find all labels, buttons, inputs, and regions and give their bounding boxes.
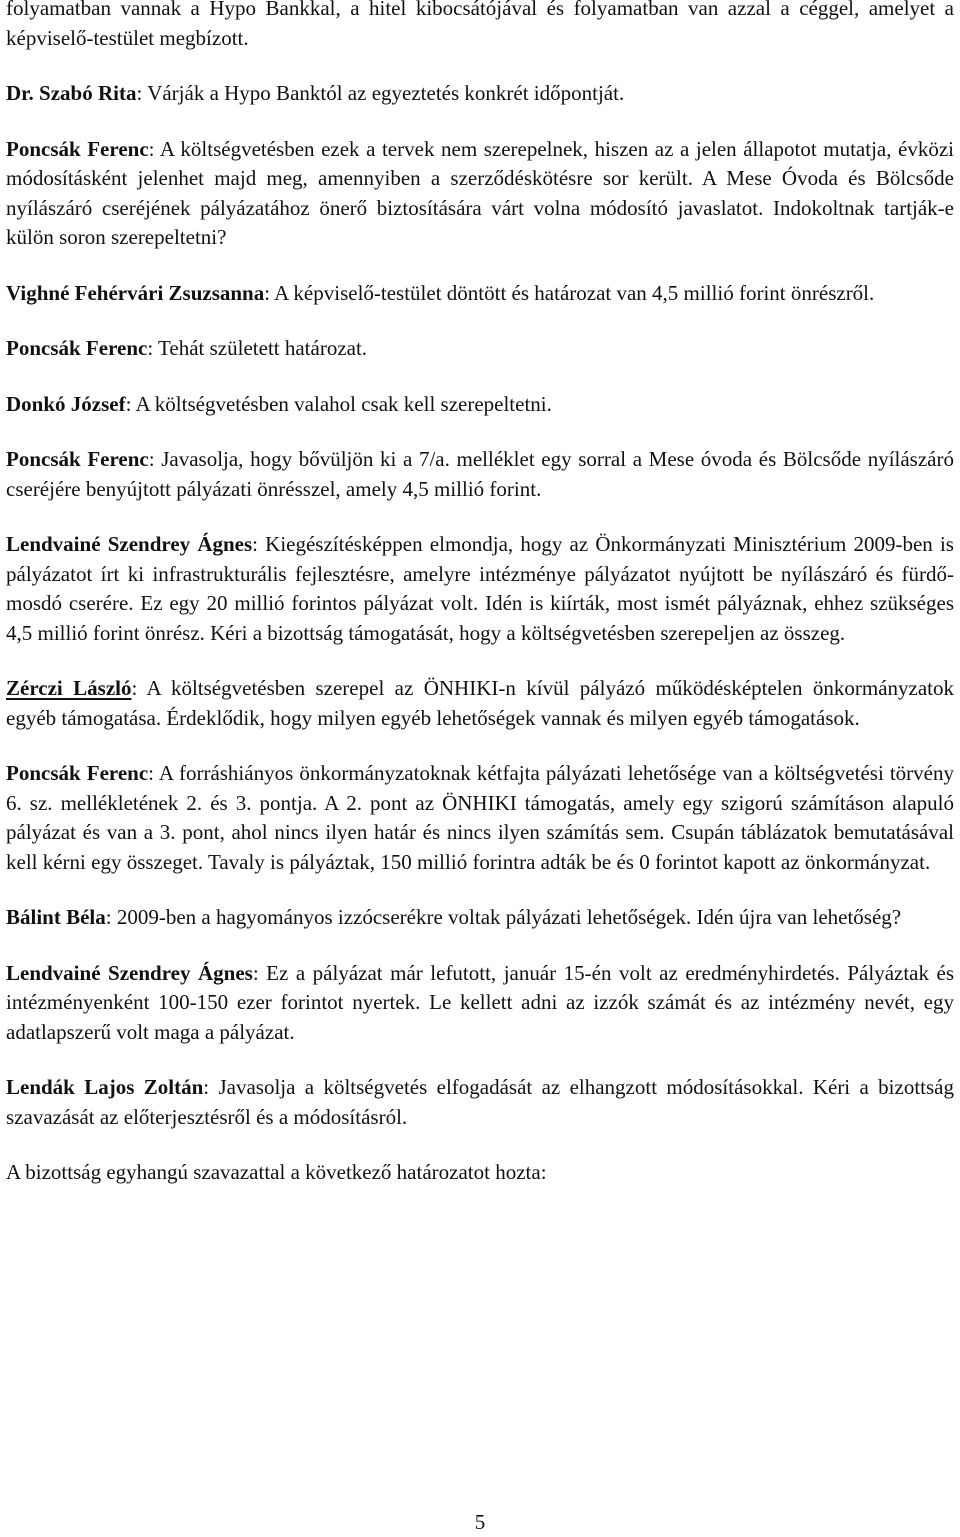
paragraph-text: : A forráshiányos önkormányzatoknak kétfajta pályázati lehetősége van a költségvetési törvény 6. sz. mellékletének 2. és 3. pontja. A 2. pont az ÖNHIKI támogatás, amely egy szigorú számításon alapuló pályázat és van a 3. pont, ahol nincs ilyen határ és nincs ilyen számítás sem. Csupán táblázatok bemutatásával kell kérni egy összeget. Tavaly is pályáztak, 150 millió forintra adták be és 0 forintot kapott az önkormányzat.: [6, 761, 955, 874]
paragraph-vighne-fehervari: [6, 279, 954, 309]
paragraph-donko-jozsef: [6, 390, 954, 420]
paragraph-poncsak-ferenc-1: [6, 135, 954, 253]
speaker-name: Poncsák Ferenc: [6, 761, 149, 785]
paragraph-poncsak-ferenc-3: [6, 445, 954, 504]
speaker-name: Poncsák Ferenc: [6, 336, 148, 360]
paragraph-text: : Ez a pályázat már lefutott, január 15-én volt az eredményhirdetés. Pályáztak és intézményenként 100-150 ezer forintot nyertek. Le kellett adni az izzók számát és az intézmény nevét, egy adatlapszerű volt maga a pályázat.: [6, 960, 954, 1044]
speaker-name: Lendák Lajos Zoltán: [6, 1075, 204, 1099]
paragraph-szabo-rita: [6, 79, 954, 109]
speaker-name: Lendvainé Szendrey Ágnes: [6, 960, 253, 985]
paragraph-lendvaine-szendrey-2: [6, 959, 954, 1048]
paragraph-text: : Tehát született határozat.: [147, 336, 368, 360]
speaker-name: Poncsák Ferenc: [6, 447, 149, 471]
paragraph-lendak-lajos-zoltan: [6, 1073, 954, 1132]
paragraph-text: : Kiegészítésképpen elmondja, hogy az Önkormányzati Minisztérium 2009-ben is pályázatot írt ki infrastrukturális fejlesztésre, amelyre intézménye pályázatot nyújtott be nyílászáró és fürdő-mosdó cserére. Ez egy 20 millió forintos pályázat volt. Idén is kiírták, most ismét pályáznak, ehhez szükséges 4,5 millió forint önrész. Kéri a bizottság támogatását, hogy a költségvetésben szerepeljen az összeg.: [6, 532, 954, 645]
speaker-name: Zérczi László: [6, 676, 132, 700]
paragraph-text: : A költségvetésben valahol csak kell szerepeltetni.: [125, 391, 552, 416]
speaker-name: Bálint Béla: [6, 905, 106, 929]
paragraph-text: : Javasolja a költségvetés elfogadását az elhangzott módosításokkal. Kéri a bizottság szavazását az előterjesztésről és a módosításról.: [6, 1075, 954, 1129]
speaker-name: Dr. Szabó Rita: [6, 81, 137, 105]
paragraph-zerczi-laszlo: [6, 674, 954, 733]
paragraph-poncsak-ferenc-2: [6, 334, 954, 364]
paragraph-text: : 2009-ben a hagyományos izzócserékre voltak pályázati lehetőségek. Idén újra van lehetőség?: [105, 905, 902, 929]
paragraph-resolution-intro: [6, 1158, 954, 1188]
paragraph-text: A bizottság egyhangú szavazattal a következő határozatot hozta:: [6, 1160, 547, 1184]
paragraph-text: folyamatban vannak a Hypo Bankkal, a hitel kibocsátójával és folyamatban van azzal a céggel, amelyet a képviselő-testület megbízott.: [6, 0, 954, 50]
speaker-name: Donkó József: [6, 391, 126, 416]
paragraph-text: : A költségvetésben ezek a tervek nem szerepelnek, hiszen az a jelen állapotot mutatja, évközi módosításként jelenhet majd meg, amennyiben a szerződéskötésre sor került. A Mese Óvoda és Bölcsőde nyílászáró cseréjének pályázatához önerő biztosítására várt volna módosító javaslatot. Indokoltnak tartják-e külön soron szerepeltetni?: [6, 136, 954, 249]
paragraph-lendvaine-szendrey-1: [6, 530, 954, 648]
speaker-name: Lendvainé Szendrey Ágnes: [6, 532, 253, 556]
paragraph-text: : A képviselő-testület döntött és határozat van 4,5 millió forint önrészről.: [264, 280, 875, 305]
paragraph-poncsak-ferenc-4: [6, 759, 954, 877]
paragraph-text: : Javasolja, hogy bővüljön ki a 7/a. melléklet egy sorral a Mese óvoda és Bölcsőde nyílászáró cseréjére benyújtott pályázati önrésszel, amely 4,5 millió forint.: [6, 447, 954, 501]
speaker-name: Vighné Fehérvári Zsuzsanna: [6, 280, 265, 305]
speaker-name: Poncsák Ferenc: [6, 136, 149, 161]
paragraph-continuation: [6, 0, 954, 53]
paragraph-balint-bela: [6, 903, 954, 933]
paragraph-text: : Várják a Hypo Banktól az egyeztetés konkrét időpontját.: [136, 81, 625, 105]
page-number: 5: [474, 1510, 486, 1534]
paragraph-text: : A költségvetésben szerepel az ÖNHIKI-n kívül pályázó működésképtelen önkormányzatok egyéb támogatása. Érdeklődik, hogy milyen egyéb lehetőségek vannak és milyen egyéb támogatások.: [6, 676, 954, 730]
